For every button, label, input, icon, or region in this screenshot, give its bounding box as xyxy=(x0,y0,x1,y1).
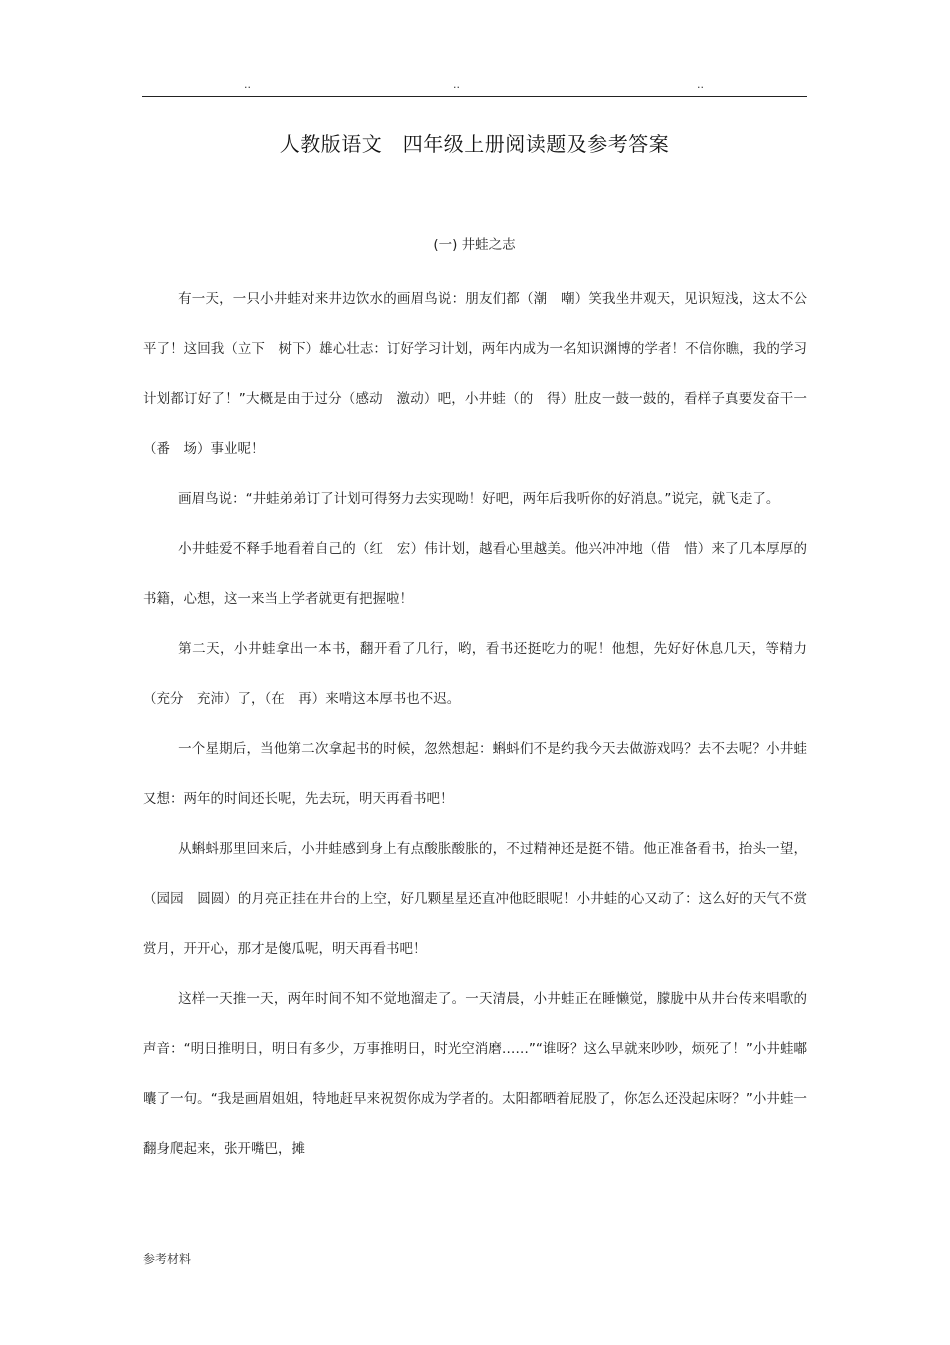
footer-note: 参考材料 xyxy=(143,1252,192,1266)
page-header xyxy=(0,78,950,94)
header-mark-right: .. xyxy=(697,78,704,91)
header-mark-left: .. xyxy=(244,78,251,91)
document-title: 人教版语文 四年级上册阅读题及参考答案 xyxy=(279,132,670,156)
reading-passage xyxy=(143,274,807,1174)
paragraph-6: 从蝌蚪那里回来后，小井蛙感到身上有点酸胀酸胀的，不过精神还是挺不错。他正准备看书，抬头一望，（园园 圆圆）的月亮正挂在井台的上空，好几颗星星还直冲他眨眼呢！小井蛙的心又动了：这么好的天气不赏赏月，开开心，那才是傻瓜呢，明天再看书吧！ xyxy=(143,841,807,957)
paragraph-5: 一个星期后，当他第二次拿起书的时候，忽然想起：蝌蚪们不是约我今天去做游戏吗？去不去呢？小井蛙又想：两年的时间还长呢，先去玩，明天再看书吧！ xyxy=(143,741,807,807)
paragraph-4: 第二天，小井蛙拿出一本书，翻开看了几行，哟，看书还挺吃力的呢！他想，先好好休息几天，等精力（充分 充沛）了，（在 再）来啃这本厚书也不迟。 xyxy=(143,641,807,707)
paragraph-7: 这样一天推一天，两年时间不知不觉地溜走了。一天清晨，小井蛙正在睡懒觉，朦胧中从井台传来唱歌的声音：“明日推明日，明日有多少，万事推明日，时光空消磨……”“谁呀？这么早就来吵吵，烦死了！”小井蛙嘟囔了一句。“我是画眉姐姐，特地赶早来祝贺你成为学者的。太阳都晒着屁股了，你怎么还没起床呀？”小井蛙一翻身爬起来，张开嘴巴，摊 xyxy=(143,991,807,1157)
paragraph-1: 有一天，一只小井蛙对来井边饮水的画眉鸟说：朋友们都（潮 嘲）笑我坐井观天，见识短浅，这太不公平了！这回我（立下 树下）雄心壮志：订好学习计划，两年内成为一名知识渊博的学者！不信你瞧，我的学习计划都订好了！”大概是由于过分（感动 激动）吧，小井蛙（的 得）肚皮一鼓一鼓的，看样子真要发奋干一（番 场）事业呢！ xyxy=(143,291,807,457)
section-title: (一) 井蛙之志 xyxy=(433,237,516,253)
paragraph-2: 画眉鸟说：“井蛙弟弟订了计划可得努力去实现呦！好吧，两年后我听你的好消息。”说完，就飞走了。 xyxy=(178,491,780,507)
header-rule xyxy=(142,96,807,97)
header-mark-center: .. xyxy=(453,78,460,91)
paragraph-3: 小井蛙爱不释手地看着自己的（红 宏）伟计划，越看心里越美。他兴冲冲地（借 惜）来了几本厚厚的书籍，心想，这一来当上学者就更有把握啦！ xyxy=(143,541,807,607)
